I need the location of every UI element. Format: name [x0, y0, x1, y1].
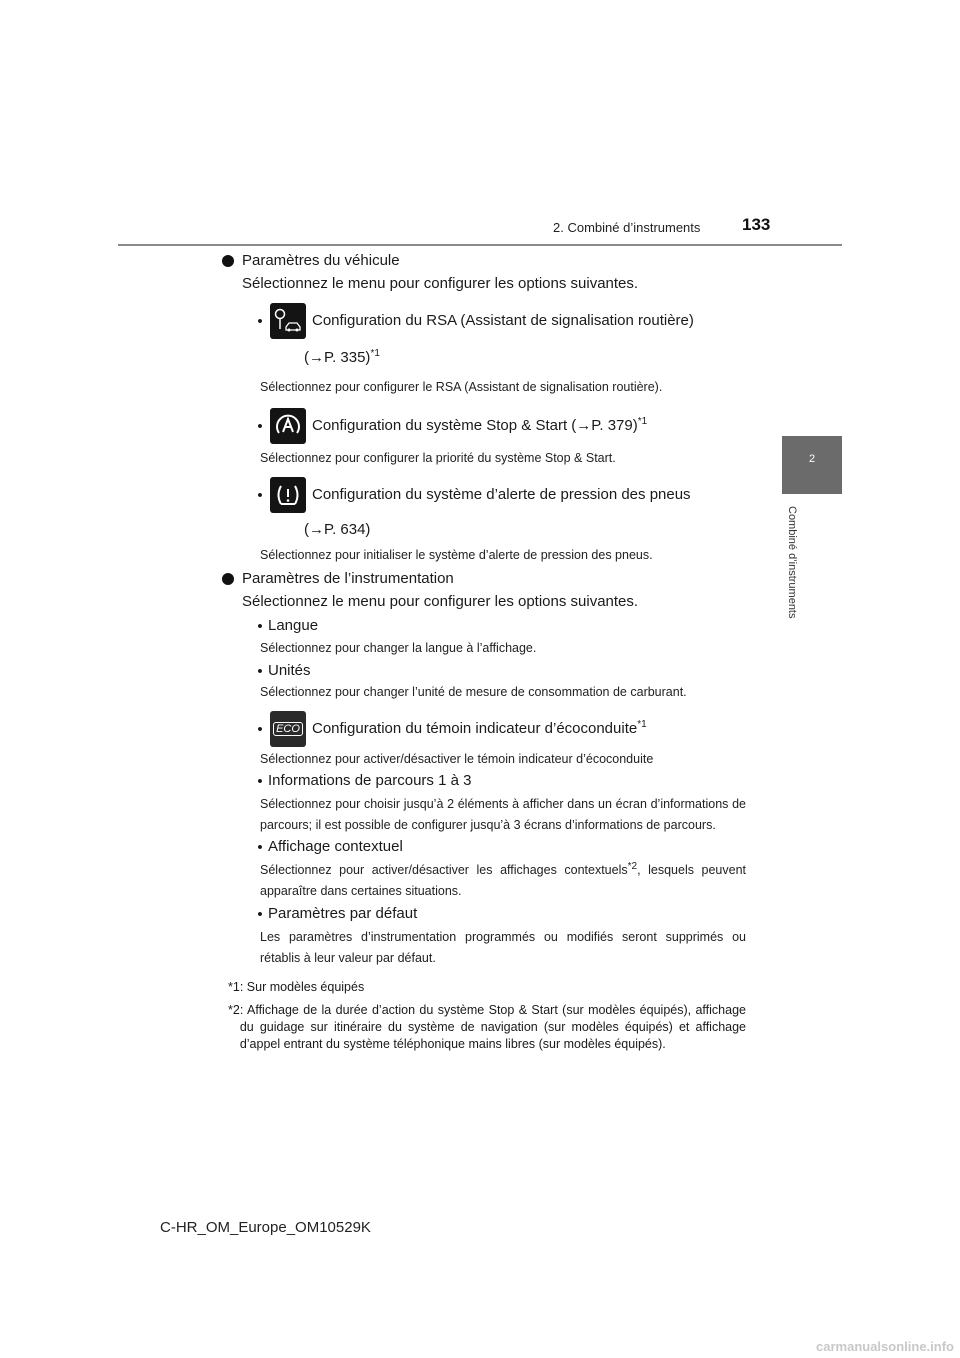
vehicle-item-tire-pressure-ref: (→P. 634)	[304, 521, 371, 538]
vehicle-item-tire-pressure: • Configuration du système d’alerte de pression des pneus	[252, 477, 746, 513]
instrument-item-eco: • ECO Configuration du témoin indicateur d’écoconduite$^{*1}$	[252, 711, 746, 747]
instrument-item-units-desc: Sélectionnez pour changer l’unité de mesure de consommation de carburant.	[260, 685, 687, 699]
instrument-item-popup-desc: Sélectionnez pour activer/désactiver les affichages contextuels$^{*2}$, lesquels peuvent apparaître dans certaines situations.	[260, 860, 747, 898]
stop-start-icon	[270, 408, 306, 444]
footnotes	[228, 979, 746, 1053]
road-sign-assist-icon	[270, 303, 306, 339]
vehicle-intro: Sélectionnez le menu pour configurer les options suivantes.	[242, 275, 639, 292]
page-number: 133	[742, 215, 771, 234]
vehicle-item-stop-start: • Configuration du système Stop & Start (→P. 379)$^{*1}$	[252, 408, 746, 444]
tire-pressure-icon	[270, 477, 306, 513]
instrument-item-language: • Langue	[257, 617, 319, 635]
instrument-item-trip-info: • Informations de parcours 1 à 3	[257, 772, 472, 790]
watermark: carmanualsonline.info	[816, 1339, 954, 1354]
header-rule	[118, 244, 842, 246]
instrument-item-language-desc: Sélectionnez pour changer la langue à l’affichage.	[260, 641, 537, 655]
instrument-item-popup: • Affichage contextuel	[257, 838, 403, 856]
vehicle-item-stop-start-desc: Sélectionnez pour configurer la priorité du système Stop & Start.	[260, 451, 616, 465]
vehicle-item-tire-pressure-desc: Sélectionnez pour initialiser le système d’alerte de pression des pneus.	[260, 548, 653, 562]
bullet-icon	[222, 573, 234, 585]
eco-icon: ECO	[270, 711, 306, 747]
instrument-item-trip-info-desc: Sélectionnez pour choisir jusqu’à 2 éléments à afficher dans un écran d’informations de parcours; il est possible de configurer jusqu’à 3 écrans d’informations de parcours.	[260, 797, 746, 832]
instrument-item-units: • Unités	[257, 662, 311, 680]
instrument-item-defaults: • Paramètres par défaut	[257, 905, 418, 923]
chapter-label: Combiné d’instruments	[786, 506, 798, 619]
main-content	[222, 252, 746, 1053]
vehicle-item-rsa: • Configuration du RSA (Assistant de signalisation routière)	[252, 303, 746, 339]
chapter-label-box	[786, 506, 800, 636]
instrument-heading: Paramètres de l’instrumentation	[222, 570, 746, 587]
chapter-tab: 2	[782, 436, 842, 494]
vehicle-item-rsa-desc: Sélectionnez pour configurer le RSA (Assistant de signalisation routière).	[260, 380, 663, 394]
document-code: C-HR_OM_Europe_OM10529K	[160, 1219, 371, 1236]
footnote-1: *1 : Sur modèles équipés	[228, 980, 365, 994]
bullet-icon	[222, 255, 234, 267]
footnote-2: *2 : Affichage de la durée d’action du système Stop & Start (sur modèles équipés), affichage du guidage sur itinéraire du système de navigation (sur modèles équipés) et affichage d’appel entrant du système téléphonique mains libres (sur modèles équipés).	[228, 1003, 746, 1051]
vehicle-heading: Paramètres du véhicule	[222, 252, 746, 269]
instrument-intro: Sélectionnez le menu pour configurer les options suivantes.	[242, 593, 639, 610]
instrument-item-defaults-desc: Les paramètres d’instrumentation programmés ou modifiés seront supprimés ou rétablis à leur valeur par défaut.	[260, 930, 746, 965]
vehicle-item-rsa-ref: (→P. 335)$^{*1}$	[304, 348, 380, 366]
page-header-section: 2. Combiné d’instruments	[553, 220, 701, 235]
instrument-item-eco-desc: Sélectionnez pour activer/désactiver le témoin indicateur d’écoconduite	[260, 752, 654, 766]
